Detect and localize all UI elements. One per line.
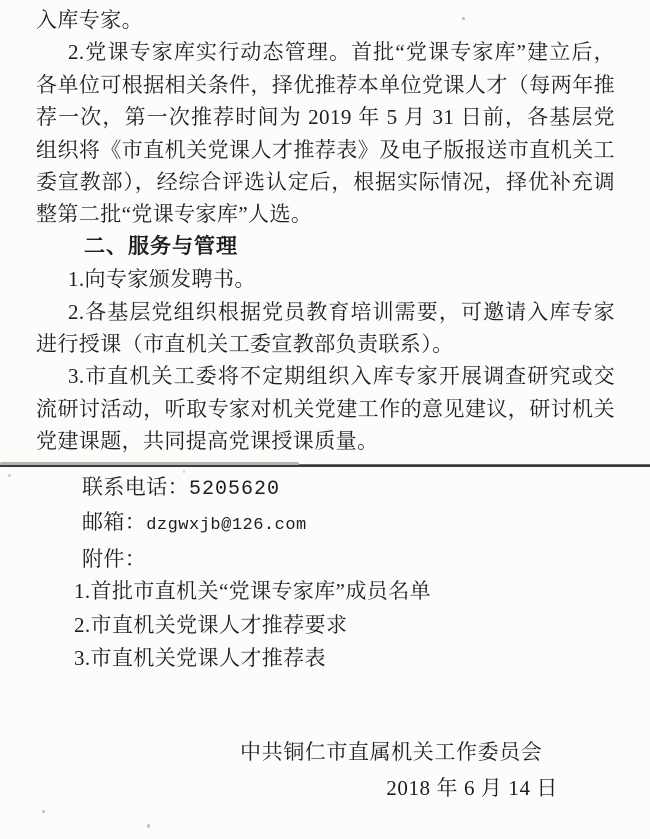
service-item-3: 3.市直机关工委将不定期组织入库专家开展调查研究或交流研讨活动，听取专家对机关党建工作的意见建议，研讨机关党建课题，共同提高党课授课质量。 xyxy=(36,364,615,454)
service-item-1: 1.向专家颁发聘书。 xyxy=(68,267,256,292)
scan-speck xyxy=(462,17,465,20)
attachment-item-2: 2.市直机关党课人才推荐要求 xyxy=(74,612,348,637)
scan-speck xyxy=(183,470,185,473)
contact-email-label: 邮箱： xyxy=(82,510,147,535)
attachment-item-1: 1.首批市直机关“党课专家库”成员名单 xyxy=(74,579,431,604)
scan-fold-line-core xyxy=(0,465,650,467)
contact-phone-line xyxy=(36,471,615,506)
signature-date: 2018 年 6 月 14 日 xyxy=(386,776,558,800)
document-body xyxy=(36,4,615,458)
service-item-2: 2.各基层党组织根据党员教育培训需要，可邀请入库专家进行授课（市直机关工委宣教部负责联系）。 xyxy=(36,299,615,357)
attachment-item-3: 3.市直机关党课人才推荐表 xyxy=(74,646,326,671)
contact-phone-number: 5205620 xyxy=(189,478,281,501)
contact-and-attachments xyxy=(36,471,615,676)
scan-speck xyxy=(42,810,45,813)
scan-speck xyxy=(147,824,150,828)
paragraph-continuation: 入库专家。 xyxy=(36,8,143,32)
scan-fold-line xyxy=(0,462,650,470)
signature-organization: 中共铜仁市直属机关工作委员会 xyxy=(240,740,543,764)
signature-block xyxy=(0,736,650,804)
section-heading-service-management: 二、服务与管理 xyxy=(84,234,238,258)
scan-speck xyxy=(8,474,11,477)
contact-email-address: dzgwxjb@126.com xyxy=(146,516,307,536)
paragraph-dynamic-management: 2.党课专家库实行动态管理。首批“党课专家库”建立后，各单位可根据相关条件，择优推荐本单位党课人才（每两年推荐一次，第一次推荐时间为 2019 年 5 月 31 日前，各基层党组织将《市直机关党课人才推荐表》及电子版报送市直机关工委宣教部），经综合评选认定后，根据实际情况，择优补充调整第二批“党课专家库”人选。 xyxy=(36,40,615,227)
contact-email-line xyxy=(36,506,615,542)
scan-fold-line-thin xyxy=(299,464,650,465)
contact-phone-label: 联系电话： xyxy=(82,475,189,499)
attachments-label: 附件： xyxy=(82,546,147,571)
